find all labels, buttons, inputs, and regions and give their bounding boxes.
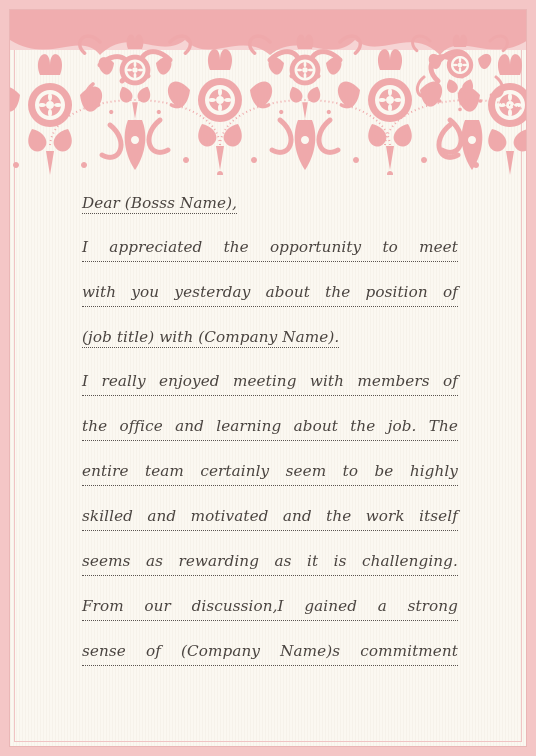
word: Name)s [280, 642, 341, 660]
paragraph1-line [82, 277, 458, 307]
paragraph1-line [82, 232, 458, 262]
word: members [357, 372, 430, 390]
word: appreciated [109, 238, 203, 256]
word: strong [407, 597, 458, 615]
word: about [265, 283, 310, 301]
word: highly [409, 462, 458, 480]
word: team [144, 462, 184, 480]
word: itself [419, 507, 458, 525]
word: and [282, 507, 312, 525]
word: entire [82, 462, 129, 480]
word: discussion,I [191, 597, 284, 615]
paragraph2-line [82, 366, 458, 396]
word: enjoyed [159, 372, 220, 390]
word: of [442, 372, 458, 390]
word: job. [387, 417, 417, 435]
word: with [82, 283, 117, 301]
letter-paper [9, 9, 527, 747]
word: From [82, 597, 124, 615]
paragraph1-line [82, 322, 458, 351]
word: meet [419, 238, 458, 256]
word: position [365, 283, 428, 301]
word: as [274, 552, 292, 570]
word: as [145, 552, 163, 570]
letter-body [82, 188, 458, 681]
salutation: Dear (Bosss Name), [82, 194, 238, 212]
paragraph2-line [82, 546, 458, 576]
word: seems [82, 552, 131, 570]
word: (Company [181, 642, 261, 660]
paragraph2-line [82, 411, 458, 441]
word: challenging. [361, 552, 458, 570]
word: office [119, 417, 163, 435]
damask-ornament-icon [10, 10, 527, 175]
word: sense [82, 642, 126, 660]
word: certainly [200, 462, 270, 480]
paragraph2-line [82, 456, 458, 486]
word: I [82, 238, 89, 256]
word: the [350, 417, 376, 435]
word: the [325, 283, 351, 301]
word: to [342, 462, 359, 480]
word: skilled [82, 507, 133, 525]
word: yesterday [174, 283, 251, 301]
word: I [82, 372, 89, 390]
word: learning [216, 417, 282, 435]
word: our [144, 597, 171, 615]
word: about [293, 417, 338, 435]
word: be [374, 462, 394, 480]
paragraph2-line [82, 501, 458, 531]
word: seem [285, 462, 327, 480]
word: rewarding [178, 552, 260, 570]
word: the [82, 417, 108, 435]
word: is [333, 552, 347, 570]
word: of [442, 283, 458, 301]
salutation-line [82, 188, 458, 217]
word: to [382, 238, 398, 256]
word: motivated [190, 507, 269, 525]
word: The [428, 417, 458, 435]
word: the [326, 507, 352, 525]
paragraph2-line [82, 636, 458, 666]
word: and [147, 507, 177, 525]
word: meeting [232, 372, 297, 390]
word: the [223, 238, 249, 256]
word: work [365, 507, 405, 525]
word: you [131, 283, 160, 301]
paragraph1-text: (job title) with (Company Name). [82, 328, 340, 346]
word: really [101, 372, 146, 390]
word: with [309, 372, 345, 390]
word: it [307, 552, 319, 570]
word: opportunity [269, 238, 362, 256]
word: a [377, 597, 387, 615]
paragraph2-line [82, 591, 458, 621]
word: and [175, 417, 204, 435]
word: commitment [360, 642, 458, 660]
word: gained [304, 597, 358, 615]
word: of [145, 642, 161, 660]
